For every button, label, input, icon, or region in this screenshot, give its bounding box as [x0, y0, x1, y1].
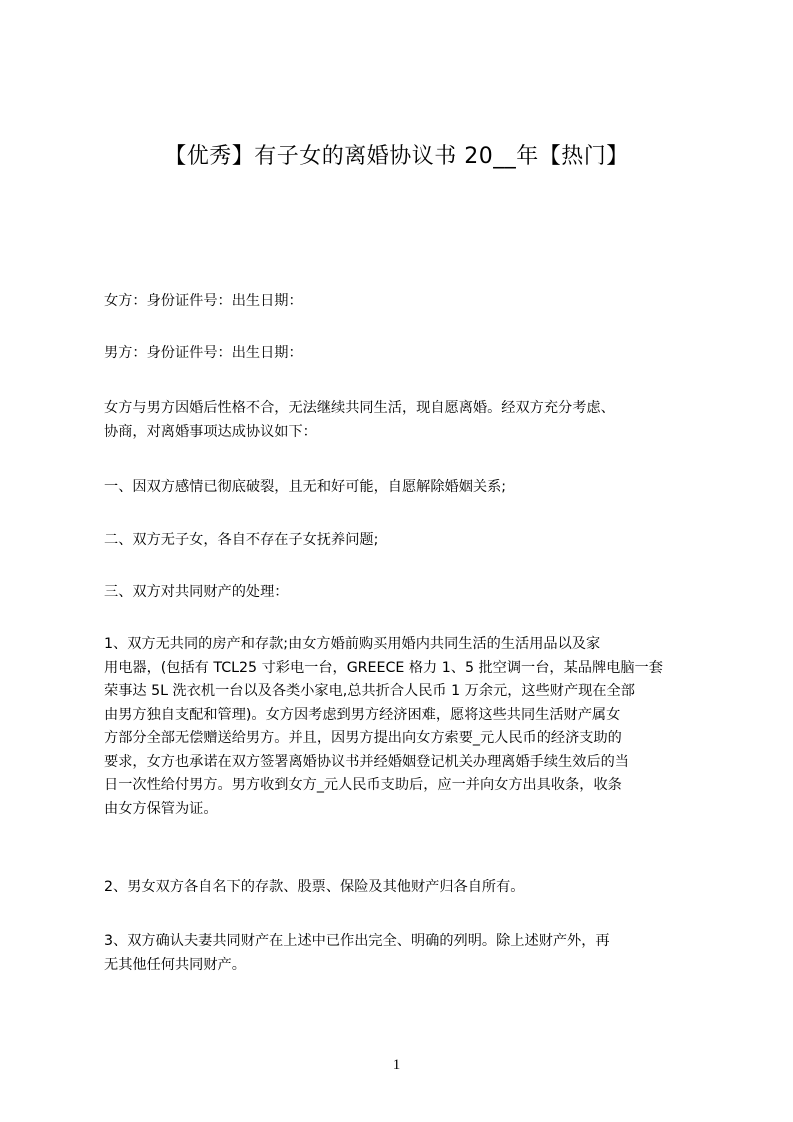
paragraph-intro	[104, 397, 714, 444]
clause-one	[104, 476, 714, 500]
paragraph-line: 2、男女双方各自名下的存款、股票、保险及其他财产归各自所有。	[104, 879, 525, 895]
clause-three-item-three	[104, 930, 714, 977]
paragraph-line: 3、双方确认夫妻共同财产在上述中已作出完全、明确的列明。除上述财产外，再	[104, 933, 610, 949]
paragraph-male-party	[104, 342, 714, 366]
paragraph-line: 方部分全部无偿赠送给男方。并且，因男方提出向女方索要_元人民币的经济支助的	[104, 730, 622, 746]
paragraph-line: 三、双方对共同财产的处理：	[104, 584, 289, 600]
paragraph-line: 日一次性给付男方。男方收到女方_元人民币支助后，应一并向女方出具收条，收条	[104, 777, 622, 793]
paragraph-female-party	[104, 290, 714, 314]
document-title: 【优秀】有子女的离婚协议书 20__年【热门】	[164, 144, 629, 169]
clause-three	[104, 581, 714, 605]
paragraph-line: 用电器，(包括有 TCL25 寸彩电一台，GREECE 格力 1、5 批空调一台，某品牌电脑一套	[104, 659, 663, 676]
clause-three-item-two	[104, 876, 714, 900]
paragraph-line: 由男方独自支配和管理)。女方因考虑到男方经济困难，愿将这些共同生活财产属女	[104, 706, 621, 723]
clause-three-item-one	[104, 633, 714, 821]
paragraph-line: 女方：身份证件号：出生日期：	[104, 293, 303, 309]
paragraph-line: 无其他任何共同财产。	[104, 956, 246, 973]
paragraph-line: 男方：身份证件号：出生日期：	[104, 345, 303, 361]
clause-two	[104, 529, 714, 553]
paragraph-line: 要求，女方也承诺在双方签署离婚协议书并经婚姻登记机关办理离婚手续生效后的当	[104, 753, 629, 770]
paragraph-line: 女方与男方因婚后性格不合，无法继续共同生活，现自愿离婚。经双方充分考虑、	[104, 400, 615, 416]
paragraph-line: 由女方保管为证。	[104, 800, 218, 817]
paragraph-line: 1、双方无共同的房产和存款;由女方婚前购买用婚内共同生活的生活用品以及家	[104, 636, 601, 652]
paragraph-line: 荣事达 5L 洗衣机一台以及各类小家电,总共折合人民币 1 万余元，这些财产现在全部	[104, 683, 635, 699]
paragraph-line: 一、因双方感情已彻底破裂，且无和好可能，自愿解除婚姻关系;	[104, 479, 507, 495]
paragraph-line: 二、双方无子女，各自不存在子女抚养问题;	[104, 532, 379, 548]
paragraph-line: 协商，对离婚事项达成协议如下：	[104, 423, 317, 440]
page-number: 1	[392, 1057, 401, 1073]
